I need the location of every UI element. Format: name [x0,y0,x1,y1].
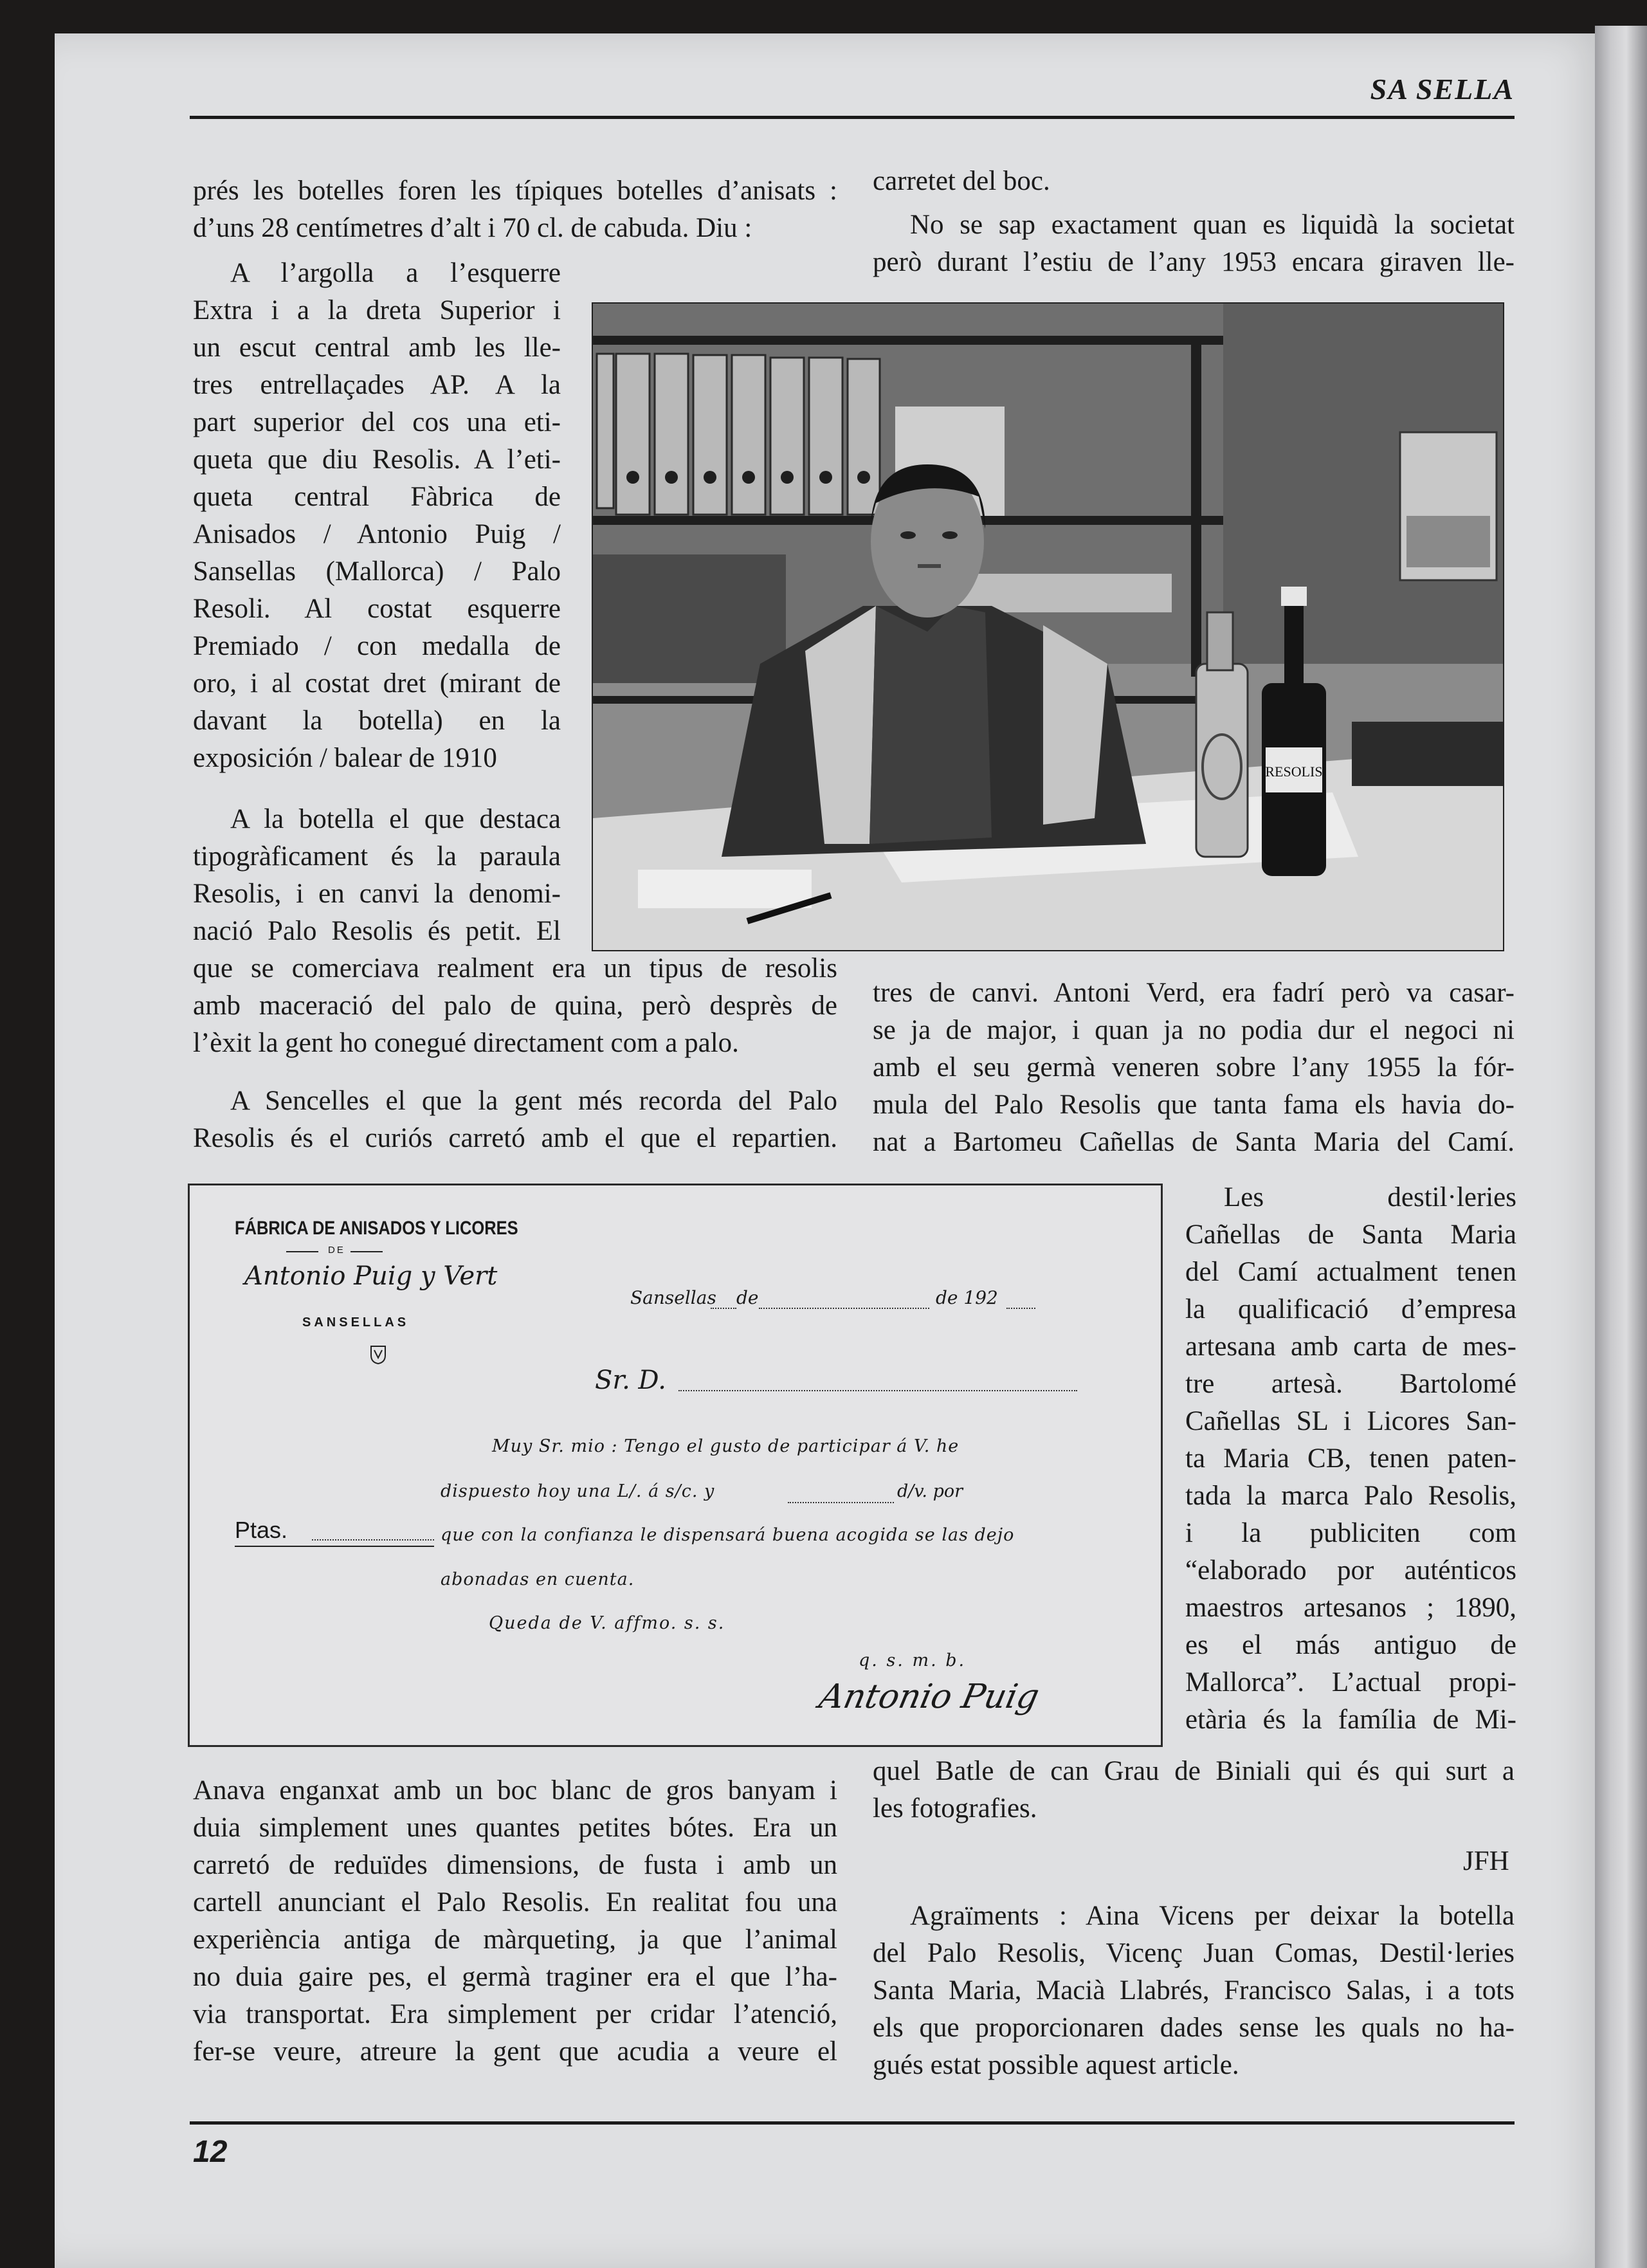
text-line: A l’argolla a l’esquerre [230,258,561,288]
right-after-photo-lines [873,974,1515,1161]
text-line: Cañellas de Santa Maria [1185,1220,1516,1250]
header-rule [190,116,1515,119]
letterhead-owner: Antonio Puig y Vert [244,1261,498,1291]
letterhead-company: FÁBRICA DE ANISADOS Y LICORES [235,1218,518,1239]
author-initials: JFH [1463,1846,1509,1876]
letter-body-line: dispuesto hoy una L/. á s/c. y [441,1481,715,1501]
blank-line [759,1308,929,1309]
text-line: un escut central amb les lle- [193,333,561,363]
text-line: carretet del boc. [873,166,1050,196]
letter-date-de: de [736,1287,759,1308]
text-line: nació Palo Resolis és petit. El [193,916,561,946]
text-line: via transportat. Era simplement per cridar l’atenció, [193,1999,837,2029]
letter-date-year: de 192 [936,1287,998,1308]
text-line: Resoli. Al costat esquerre [193,594,561,624]
blank-line [788,1502,894,1503]
letterhead-town: SANSELLAS [302,1315,410,1330]
left-top-line-1: prés les botelles foren les típiques botelles d’anisats : [193,176,837,206]
letter-place: Sansellas [630,1287,716,1308]
text-line: Santa Maria, Macià Llabrés, Francisco Salas, i a tots [873,1975,1515,2006]
text-line: A la botella el que destaca [230,804,561,834]
text-line: experiència antiga de màrqueting, ja que l’animal [193,1925,837,1955]
text-line: però durant l’estiu de l’any 1953 encara giraven lle- [873,247,1515,277]
letterhead-facsimile [188,1184,1163,1747]
right-wide-lines [873,1753,1515,1827]
text-line: es el más antiguo de [1185,1630,1516,1660]
right-top-lines [873,163,1515,281]
text-line: tipogràficament és la paraula [193,841,561,872]
ptas-underline [235,1546,434,1547]
left-wide-lines-1 [193,950,837,1062]
letter-body-line: abonadas en cuenta. [441,1569,635,1589]
text-line: Anisados / Antonio Puig / [193,519,561,549]
text-line: se ja de major, i quan ja no podia dur el negoci ni [873,1015,1515,1045]
text-line: maestros artesanos ; 1890, [1185,1593,1516,1623]
text-line: davant la botella) en la [193,706,561,736]
text-line: nat a Bartomeu Cañellas de Santa Maria del Camí. [873,1127,1515,1157]
text-line: gués estat possible aquest article. [873,2050,1239,2080]
blank-line [312,1539,434,1541]
page-edge [1595,26,1647,2268]
text-line: ta Maria CB, tenen paten- [1185,1443,1516,1474]
text-line: l’èxit la gent ho conegué directament com a palo. [193,1028,739,1058]
page-number: 12 [193,2135,228,2169]
divider [350,1251,383,1252]
text-line: quel Batle de can Grau de Biniali qui és qui surt a [873,1756,1515,1786]
text-line: Resolis, i en canvi la denomi- [193,879,561,909]
letter-salutation: Sr. D. [595,1366,666,1395]
text-line: Agraïments : Aina Vicens per deixar la botella [910,1901,1515,1931]
text-line: que se comerciava realment era un tipus de resolis [193,953,837,983]
text-line: No se sap exactament quan es liquidà la societat [910,210,1515,240]
text-line: amb maceració del palo de quina, però desprès de [193,991,837,1021]
text-line: tres entrellaçades AP. A la [193,370,561,400]
left-narrow-paragraph-1 [193,255,561,777]
text-line: cartell anunciant el Palo Resolis. En realitat fou una [193,1887,837,1917]
text-line: amb el seu germà veneren sobre l’any 1955 la fór- [873,1052,1515,1083]
left-bottom-paragraph [193,1772,837,2071]
text-line: queta central Fàbrica de [193,482,561,512]
photo-scene [593,304,1503,950]
running-head: SA SELLA [1370,73,1515,105]
bottle-label: RESOLIS [1265,764,1323,780]
text-line: queta que diu Resolis. A l’eti- [193,444,561,475]
text-line: tre artesà. Bartolomé [1185,1369,1516,1399]
text-line: la qualificació d’empresa [1185,1294,1516,1324]
text-line: exposición / balear de 1910 [193,743,497,773]
divider [286,1251,318,1252]
letterhead-de: DE [328,1245,345,1256]
blank-line [1006,1308,1035,1309]
text-line: no duia gaire pes, el germà traginer era el que l’ha- [193,1962,837,1992]
text-line: les fotografies. [873,1793,1037,1824]
left-wide-lines-2 [193,1083,837,1157]
text-line: “elaborado por auténticos [1185,1555,1516,1586]
text-line: Mallorca”. L’actual propi- [1185,1667,1516,1697]
text-line: del Palo Resolis, Vicenç Juan Comas, Destil·leries [873,1938,1515,1968]
text-line: Premiado / con medalla de [193,631,561,661]
text-line: els que proporcionaren dades sense les quals no ha- [873,2013,1515,2043]
acknowledgements [873,1898,1515,2084]
letter-closing-abbrev: q. s. m. b. [859,1651,967,1670]
text-line: duia simplement unes quantes petites bótes. Era un [193,1813,837,1843]
text-line: fer-se veure, atreure la gent que acudia a veure el [193,2036,837,2067]
text-line: carretó de reduïdes dimensions, de fusta i amb un [193,1850,837,1880]
letter-body-line: que con la confianza le dispensará buena acogida se las dejo [441,1525,1015,1545]
letter-body-line: d/v. por [897,1481,963,1501]
footer-rule [190,2121,1515,2125]
coat-of-arms-icon [370,1345,387,1367]
text-line: del Camí actualment tenen [1185,1257,1516,1287]
blank-line [711,1308,736,1309]
text-line: Cañellas SL i Licores San- [1185,1406,1516,1436]
office-photo [592,302,1504,951]
left-top-line-2: d’uns 28 centímetres d’alt i 70 cl. de cabuda. Diu : [193,213,752,243]
text-line: etària és la família de Mi- [1185,1705,1516,1735]
text-line: A Sencelles el que la gent més recorda del Palo [230,1086,837,1116]
right-narrow-paragraph [1185,1179,1516,1739]
text-line: i la publiciten com [1185,1518,1516,1548]
text-line: Anava enganxat amb un boc blanc de gros banyam i [193,1775,837,1806]
text-line: Sansellas (Mallorca) / Palo [193,556,561,587]
letter-closing: Queda de V. affmo. s. s. [489,1613,725,1633]
letter-body-line: Muy Sr. mio : Tengo el gusto de participar á V. he [492,1436,960,1456]
text-line: mula del Palo Resolis que tanta fama els havia do- [873,1090,1515,1120]
left-narrow-paragraph-2 [193,801,561,950]
ptas-label: Ptas. [235,1517,288,1543]
text-line: tres de canvi. Antoni Verd, era fadrí però va casar- [873,978,1515,1008]
handwritten-signature: Antonio Puig [815,1678,1042,1716]
text-line: Extra i a la dreta Superior i [193,295,561,325]
text-line: tada la marca Palo Resolis, [1185,1481,1516,1511]
text-line: Les destil·leries [1224,1182,1516,1212]
text-line: artesana amb carta de mes- [1185,1331,1516,1362]
text-line: oro, i al costat dret (mirant de [193,668,561,699]
text-line: part superior del cos una eti- [193,407,561,437]
text-line: Resolis és el curiós carretó amb el que el repartien. [193,1123,837,1153]
blank-line [678,1390,1077,1391]
